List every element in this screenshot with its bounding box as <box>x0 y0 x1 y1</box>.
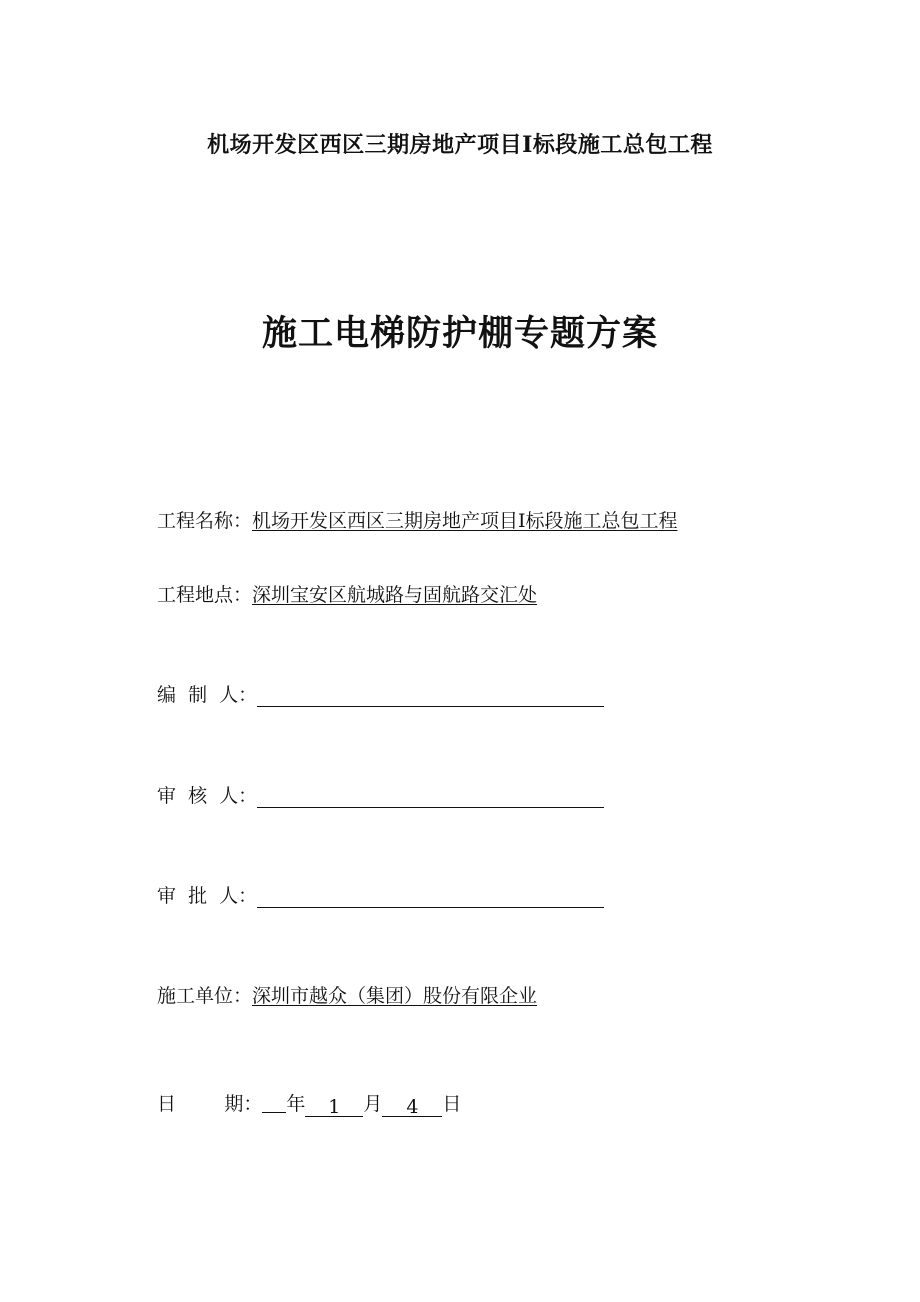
date-day-value: 4 <box>382 1094 442 1117</box>
contractor-label: 施工单位： <box>157 985 253 1007</box>
reviewer-blank-line <box>257 787 604 808</box>
date-day-unit: 日 <box>442 1093 462 1115</box>
date-year-value <box>262 1090 286 1113</box>
date-field <box>157 1090 461 1117</box>
date-month-value: 1 <box>305 1094 363 1117</box>
approver-field <box>157 883 604 909</box>
date-year-unit: 年 <box>286 1093 306 1115</box>
reviewer-field <box>157 783 604 809</box>
project-name-value: 机场开发区西区三期房地产项目Ⅰ标段施工总包工程 <box>252 510 678 532</box>
compiler-field <box>157 682 604 708</box>
approver-blank-line <box>257 887 604 908</box>
project-location-field <box>157 582 537 608</box>
contractor-field <box>157 983 537 1009</box>
contractor-value: 深圳市越众（集团）股份有限企业 <box>252 985 538 1007</box>
project-location-value: 深圳宝安区航城路与固航路交汇处 <box>252 584 538 606</box>
project-heading: 机场开发区西区三期房地产项目Ⅰ标段施工总包工程 <box>207 132 713 158</box>
date-label: 日 期： <box>157 1093 263 1115</box>
approver-label: 审 批 人： <box>157 885 258 907</box>
project-name-field <box>157 508 678 534</box>
project-name-label: 工程名称： <box>157 510 253 532</box>
compiler-label: 编 制 人： <box>157 684 258 706</box>
compiler-blank-line <box>257 686 604 707</box>
project-location-label: 工程地点： <box>157 584 253 606</box>
date-month-unit: 月 <box>363 1093 383 1115</box>
document-title: 施工电梯防护棚专题方案 <box>261 313 658 354</box>
reviewer-label: 审 核 人： <box>157 785 258 807</box>
